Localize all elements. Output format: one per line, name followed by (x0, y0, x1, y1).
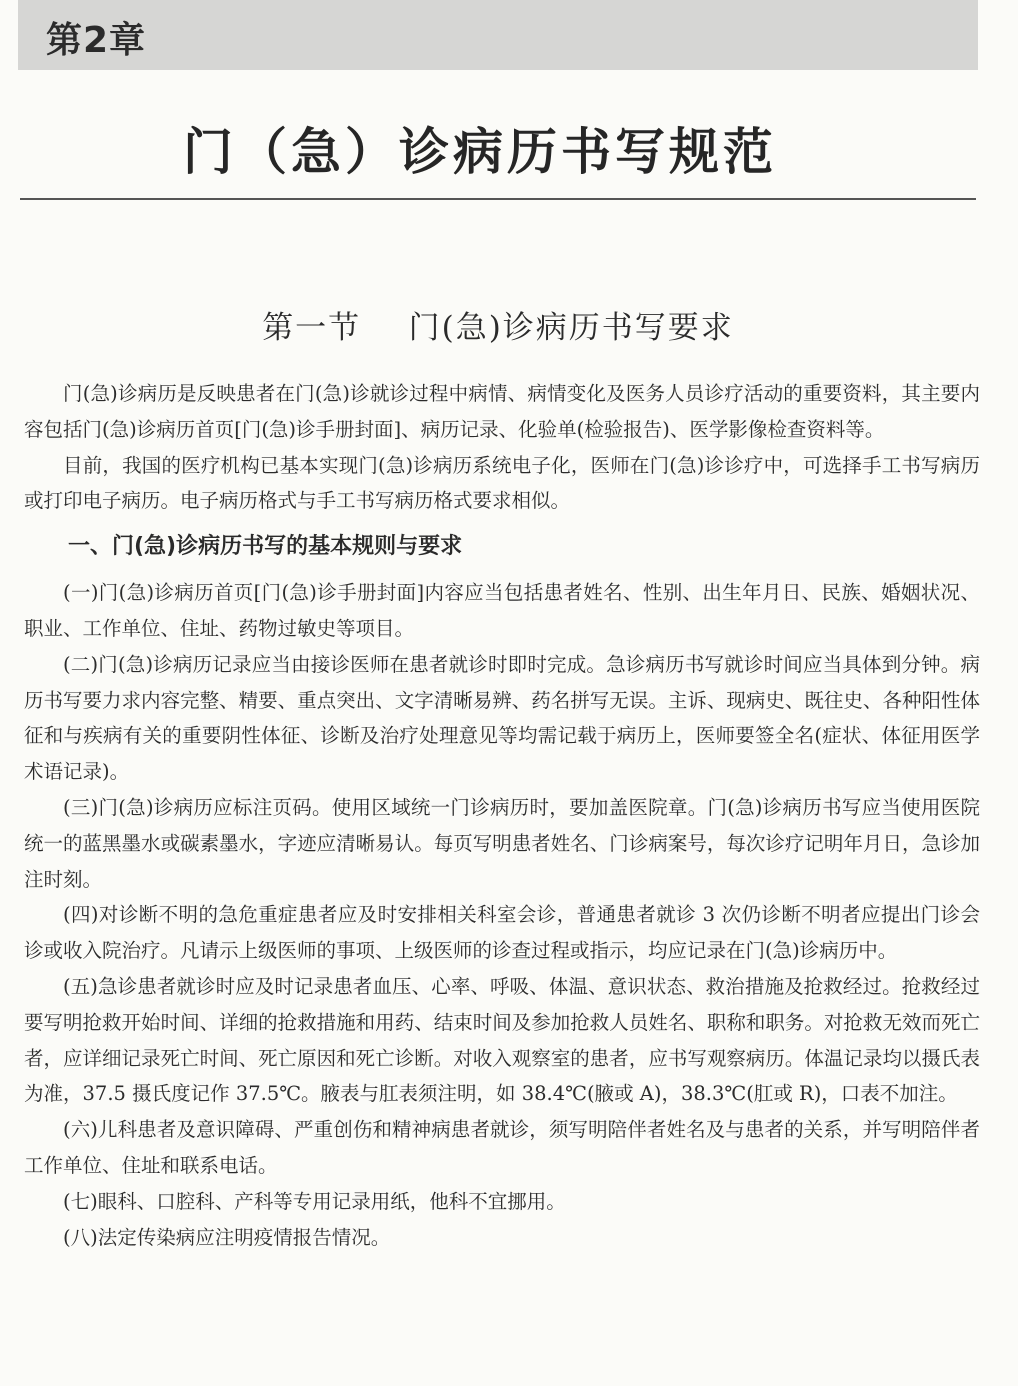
rule-item-7: (七)眼科、口腔科、产科等专用记录用纸，他科不宜挪用。 (63, 1189, 566, 1213)
section-title: 第一节 门(急)诊病历书写要求 (262, 310, 734, 346)
rule-item-1: (一)门(急)诊病历首页[门(急)诊手册封面]内容应当包括患者姓名、性别、出生年月日、民族、婚姻状况、职业、工作单位、住址、药物过敏史等项目。 (24, 581, 980, 640)
rule-item-6: (六)儿科患者及意识障碍、严重创伤和精神病患者就诊，须写明陪伴者姓名及与患者的关系，并写明陪伴者工作单位、住址和联系电话。 (24, 1118, 980, 1177)
chapter-header-band (18, 0, 978, 70)
subsection-heading: 一、门(急)诊病历书写的基本规则与要求 (68, 534, 463, 560)
rule-item-8: (八)法定传染病应注明疫情报告情况。 (63, 1225, 391, 1249)
rule-item-3: (三)门(急)诊病历应标注页码。使用区域统一门诊病历时，要加盖医院章。门(急)诊病历书写应当使用医院统一的蓝黑墨水或碳素墨水，字迹应清晰易认。每页写明患者姓名、门诊病案号，每次诊疗记明年月日，急诊加注时刻。 (24, 795, 980, 891)
rule-item-4: (四)对诊断不明的急危重症患者应及时安排相关科室会诊，普通患者就诊 3 次仍诊断不明者应提出门诊会诊或收入院治疗。凡请示上级医师的事项、上级医师的诊查过程或指示，均应记录在门(急)诊病历中。 (24, 903, 980, 963)
intro-paragraph: 门(急)诊病历是反映患者在门(急)诊就诊过程中病情、病情变化及医务人员诊疗活动的重要资料，其主要内容包括门(急)诊病历首页[门(急)诊手册封面]、病历记录、化验单(检验报告)、医学影像检查资料等。 (24, 382, 980, 441)
intro-paragraph: 目前，我国的医疗机构已基本实现门(急)诊病历系统电子化，医师在门(急)诊诊疗中，可选择手工书写病历或打印电子病历。电子病历格式与手工书写病历格式要求相似。 (24, 453, 980, 513)
chapter-label: 第2章 (46, 20, 147, 61)
chapter-title: 门（急）诊病历书写规范 (183, 123, 777, 181)
page-body (24, 376, 980, 1255)
rule-item-5: (五)急诊患者就诊时应及时记录患者血压、心率、呼吸、体温、意识状态、救治措施及抢救经过。抢救经过要写明抢救开始时间、详细的抢救措施和用药、结束时间及参加抢救人员姓名、职称和职务。对抢救无效而死亡者，应详细记录死亡时间、死亡原因和死亡诊断。对收入观察室的患者，应书写观察病历。体温记录均以摄氏表为准，37.5 摄氏度记作 37.5℃。腋表与肛表须注明，如 38.4℃(腋或 A)，38.3℃(肛或 R)，口表不加注。 (24, 974, 980, 1106)
rule-item-2: (二)门(急)诊病历记录应当由接诊医师在患者就诊时即时完成。急诊病历书写就诊时间应当具体到分钟。病历书写要力求内容完整、精要、重点突出、文字清晰易辨、药名拼写无误。主诉、现病史、既往史、各种阳性体征和与疾病有关的重要阴性体征、诊断及治疗处理意见等均需记载于病历上，医师要签全名(症状、体征用医学术语记录)。 (24, 652, 980, 784)
title-divider (20, 198, 976, 200)
